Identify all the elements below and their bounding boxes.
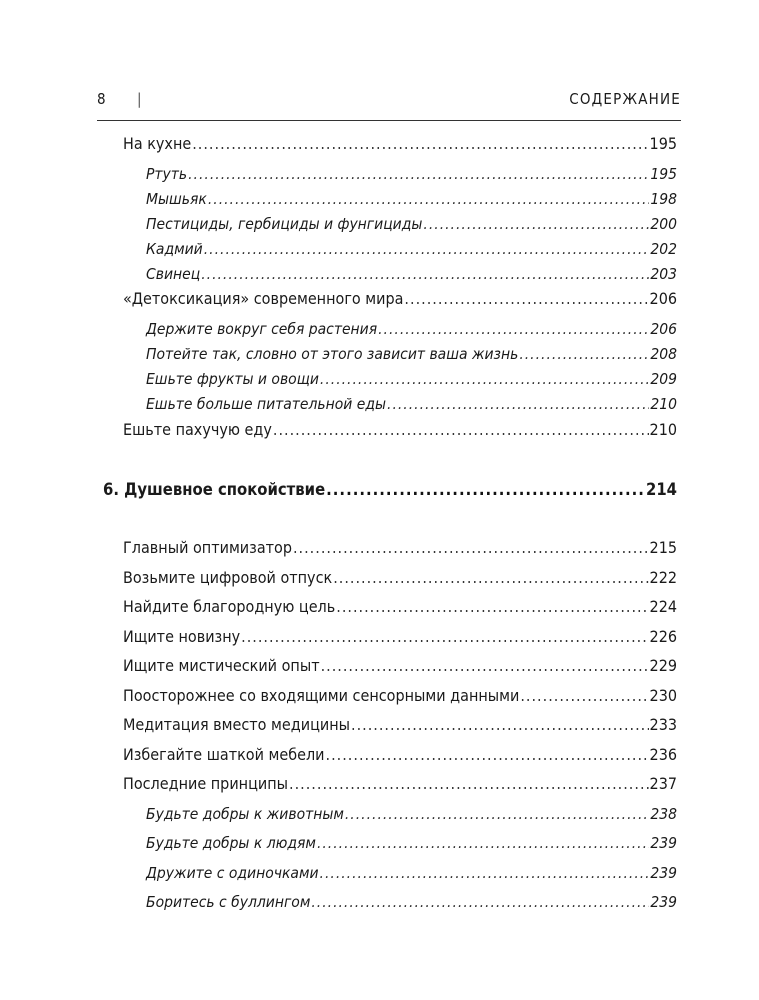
toc-entry[interactable] [123,597,677,617]
toc-entry-text: Ищите мистический опыт [123,656,320,675]
dot-leader [351,715,649,735]
toc-entry[interactable] [123,774,677,794]
toc-entry-page: 202 [650,240,677,258]
toc-entry-page: 195 [650,165,677,183]
toc-subentry[interactable] [146,214,677,234]
dot-leader [326,745,649,765]
toc-subentry[interactable] [146,863,677,883]
toc-entry-page: 226 [649,627,677,646]
toc-entry-page: 233 [649,715,677,734]
toc-entry-page: 239 [650,834,677,852]
dot-leader [519,344,649,364]
toc-subentry[interactable] [146,164,677,184]
toc-chapter-page: 214 [646,480,677,499]
toc-subentry[interactable] [146,264,677,284]
toc-subentry[interactable] [146,239,677,259]
toc-entry[interactable] [123,568,677,588]
dot-leader [520,686,648,706]
header-separator: | [137,90,142,108]
toc-subentry[interactable] [146,344,677,364]
toc-chapter[interactable] [103,480,677,500]
page-number: 8 [97,90,106,108]
toc-subentry[interactable] [146,394,677,414]
dot-leader [320,369,649,389]
toc-entry-text: Поосторожнее со входящими сенсорными данными [123,686,520,705]
toc-entry[interactable] [123,627,677,647]
section-title: СОДЕРЖАНИЕ [569,90,681,108]
toc-entry[interactable] [123,745,677,765]
toc-entry-text: Ешьте фрукты и овощи [146,370,319,388]
toc-entry-text: Кадмий [146,240,203,258]
toc-entry-text: Будьте добры к людям [146,834,316,852]
toc-entry-page: 206 [650,320,677,338]
toc-entry-page: 215 [649,538,677,557]
dot-leader [208,189,650,209]
toc-entry-text: Потейте так, словно от этого зависит ваша жизнь [146,345,519,363]
header-rule [97,120,681,121]
toc-entry[interactable] [123,686,677,706]
toc-subentry[interactable] [146,833,677,853]
toc-entry-page: 238 [650,805,677,823]
toc-subentry[interactable] [146,804,677,824]
toc-entry-page: 210 [650,395,677,413]
dot-leader [204,239,650,259]
toc-entry-page: 208 [650,345,677,363]
dot-leader [336,597,648,617]
toc-subentry[interactable] [146,369,677,389]
toc-entry-page: 209 [650,370,677,388]
toc-entry-text: Последние принципы [123,774,289,793]
toc-entry-page: 237 [649,774,677,793]
toc-entry-text: Ешьте больше питательной еды [146,395,387,413]
dot-leader [293,538,649,558]
toc-subentry[interactable] [146,892,677,912]
toc-entry[interactable] [123,538,677,558]
dot-leader [387,394,649,414]
toc-entry[interactable] [123,134,677,154]
toc-entry-text: Главный оптимизатор [123,538,292,557]
toc-entry-page: 210 [649,420,677,439]
toc-subentry[interactable] [146,189,677,209]
toc-entry[interactable] [123,420,677,440]
toc-entry-page: 230 [649,686,677,705]
toc-entry-page: 236 [649,745,677,764]
toc-entry-text: Избегайте шаткой мебели [123,745,325,764]
toc-entry-page: 239 [650,864,677,882]
dot-leader [201,264,649,284]
toc-entry-text: Ешьте пахучую еду [123,420,272,439]
toc-entry-text: Дружите с одиночками [146,864,319,882]
toc-entry-page: 222 [649,568,677,587]
toc-entry-text: Ртуть [146,165,188,183]
dot-leader [317,833,649,853]
dot-leader [311,892,649,912]
toc-entry-page: 206 [649,289,677,308]
toc-entry-text: На кухне [123,134,192,153]
toc-entry-text: Ищите новизну [123,627,241,646]
dot-leader [321,656,649,676]
toc-entry-text: Мышьяк [146,190,207,208]
dot-leader [333,568,648,588]
toc-entry-text: «Детоксикация» современного мира [123,289,404,308]
toc-entry-text: Медитация вместо медицины [123,715,350,734]
toc-entry-text: Боритесь с буллингом [146,893,311,911]
toc-chapter-text: 6. Душевное спокойствие [103,480,326,499]
toc-entry-text: Будьте добры к животным [146,805,344,823]
toc-entry-text: Свинец [146,265,201,283]
toc-entry-page: 224 [649,597,677,616]
toc-entry-page: 198 [650,190,677,208]
toc-entry-page: 229 [649,656,677,675]
toc-subentry[interactable] [146,319,677,339]
dot-leader [423,214,649,234]
dot-leader [320,863,650,883]
dot-leader [241,627,648,647]
toc-entry-text: Возьмите цифровой отпуск [123,568,333,587]
dot-leader [192,134,648,154]
dot-leader [188,164,649,184]
toc-entry-text: Найдите благородную цель [123,597,336,616]
toc-entry-text: Пестициды, гербициды и фунгициды [146,215,423,233]
dot-leader [345,804,650,824]
toc-entry-page: 239 [650,893,677,911]
toc-entry-page: 195 [649,134,677,153]
toc-entry-text: Держите вокруг себя растения [146,320,378,338]
toc-entry-page: 203 [650,265,677,283]
dot-leader [326,480,645,500]
dot-leader [404,289,648,309]
toc-entry[interactable] [123,289,677,309]
dot-leader [289,774,649,794]
dot-leader [273,420,649,440]
toc-entry[interactable] [123,656,677,676]
dot-leader [378,319,649,339]
toc-entry[interactable] [123,715,677,735]
toc-entry-page: 200 [650,215,677,233]
